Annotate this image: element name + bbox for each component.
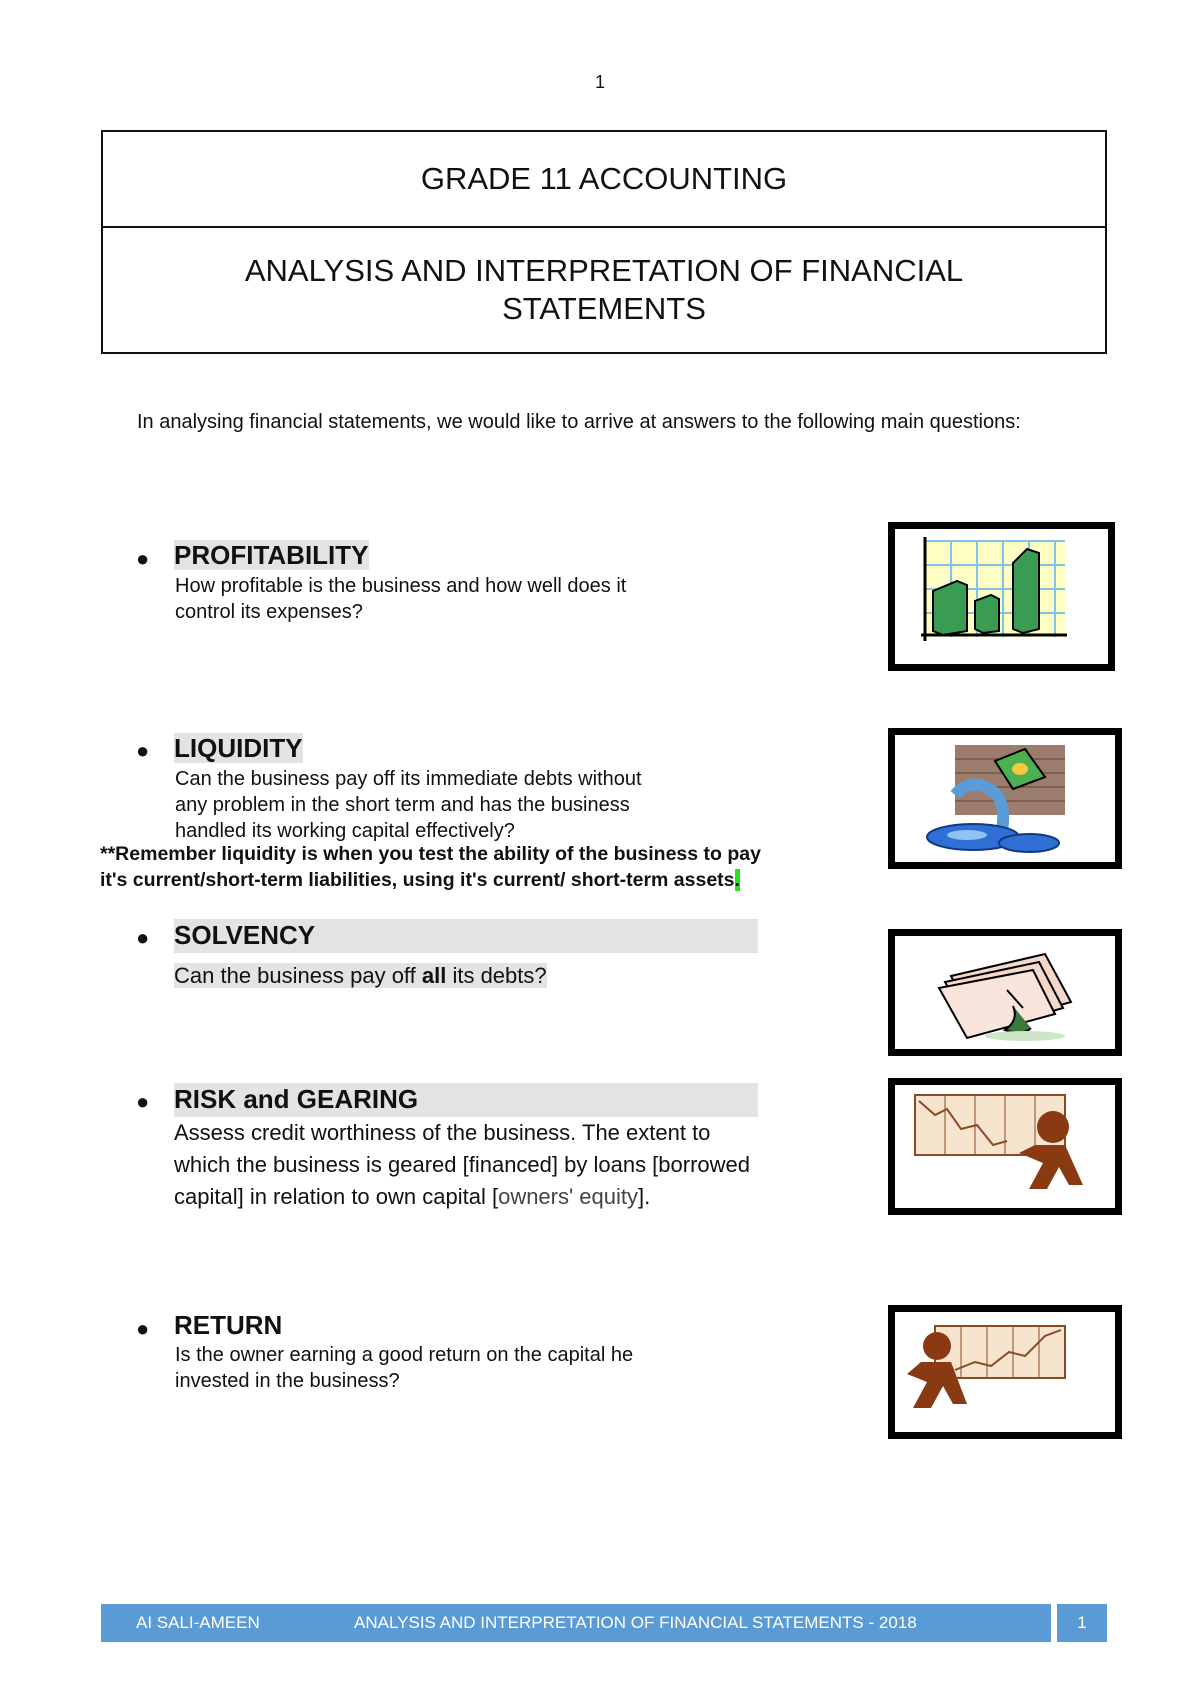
liquidity-heading: LIQUIDITY — [174, 733, 303, 763]
rising-chart-man-icon — [888, 1305, 1122, 1439]
page-number: 1 — [594, 72, 605, 92]
liquidity-note: **Remember liquidity is when you test the ability of the business to pay it's current/short-term liabilities, using it's current/ short-term assets. — [100, 843, 761, 891]
liquidity-description: Can the business pay off its immediate debts without any problem in the short term and has the business handled its working capital effectively? — [175, 768, 642, 842]
footer-author: AI SALI-AMEEN — [136, 1613, 260, 1632]
footer-bar — [101, 1604, 1051, 1642]
bullet-dot: ● — [136, 1316, 150, 1341]
bar-chart-icon — [888, 522, 1115, 671]
intro-paragraph: In analysing financial statements, we would like to arrive at answers to the following main questions: — [137, 411, 1021, 433]
document-title: ANALYSIS AND INTERPRETATION OF FINANCIAL STATEMENTS — [244, 253, 964, 326]
course-title: GRADE 11 ACCOUNTING — [103, 132, 1105, 228]
solvency-heading: SOLVENCY — [174, 920, 316, 950]
bullet-dot: ● — [136, 1089, 150, 1114]
footer-page-number: 1 — [1057, 1604, 1107, 1642]
return-heading: RETURN — [174, 1310, 283, 1340]
solvency-description: Can the business pay off all its debts? — [174, 963, 547, 988]
falling-chart-man-icon — [888, 1078, 1122, 1215]
papers-icon — [888, 929, 1122, 1056]
title-box — [101, 130, 1107, 354]
bullet-dot: ● — [136, 925, 150, 950]
risk-heading: RISK and GEARING — [174, 1084, 419, 1114]
bullet-dot: ● — [136, 738, 150, 763]
money-flow-icon — [888, 728, 1122, 869]
bullet-dot: ● — [136, 546, 150, 571]
page-footer — [101, 1604, 1107, 1642]
profitability-heading: PROFITABILITY — [174, 540, 369, 570]
profitability-description: How profitable is the business and how well does it control its expenses? — [175, 575, 627, 623]
risk-description: Assess credit worthiness of the business. The extent to which the business is geared [financed] by loans [borrowed capital] in relation to own capital [owners' equity]. — [174, 1120, 751, 1209]
return-description: Is the owner earning a good return on the capital he invested in the business? — [175, 1344, 634, 1392]
footer-title: ANALYSIS AND INTERPRETATION OF FINANCIAL STATEMENTS - 2018 — [354, 1613, 917, 1632]
